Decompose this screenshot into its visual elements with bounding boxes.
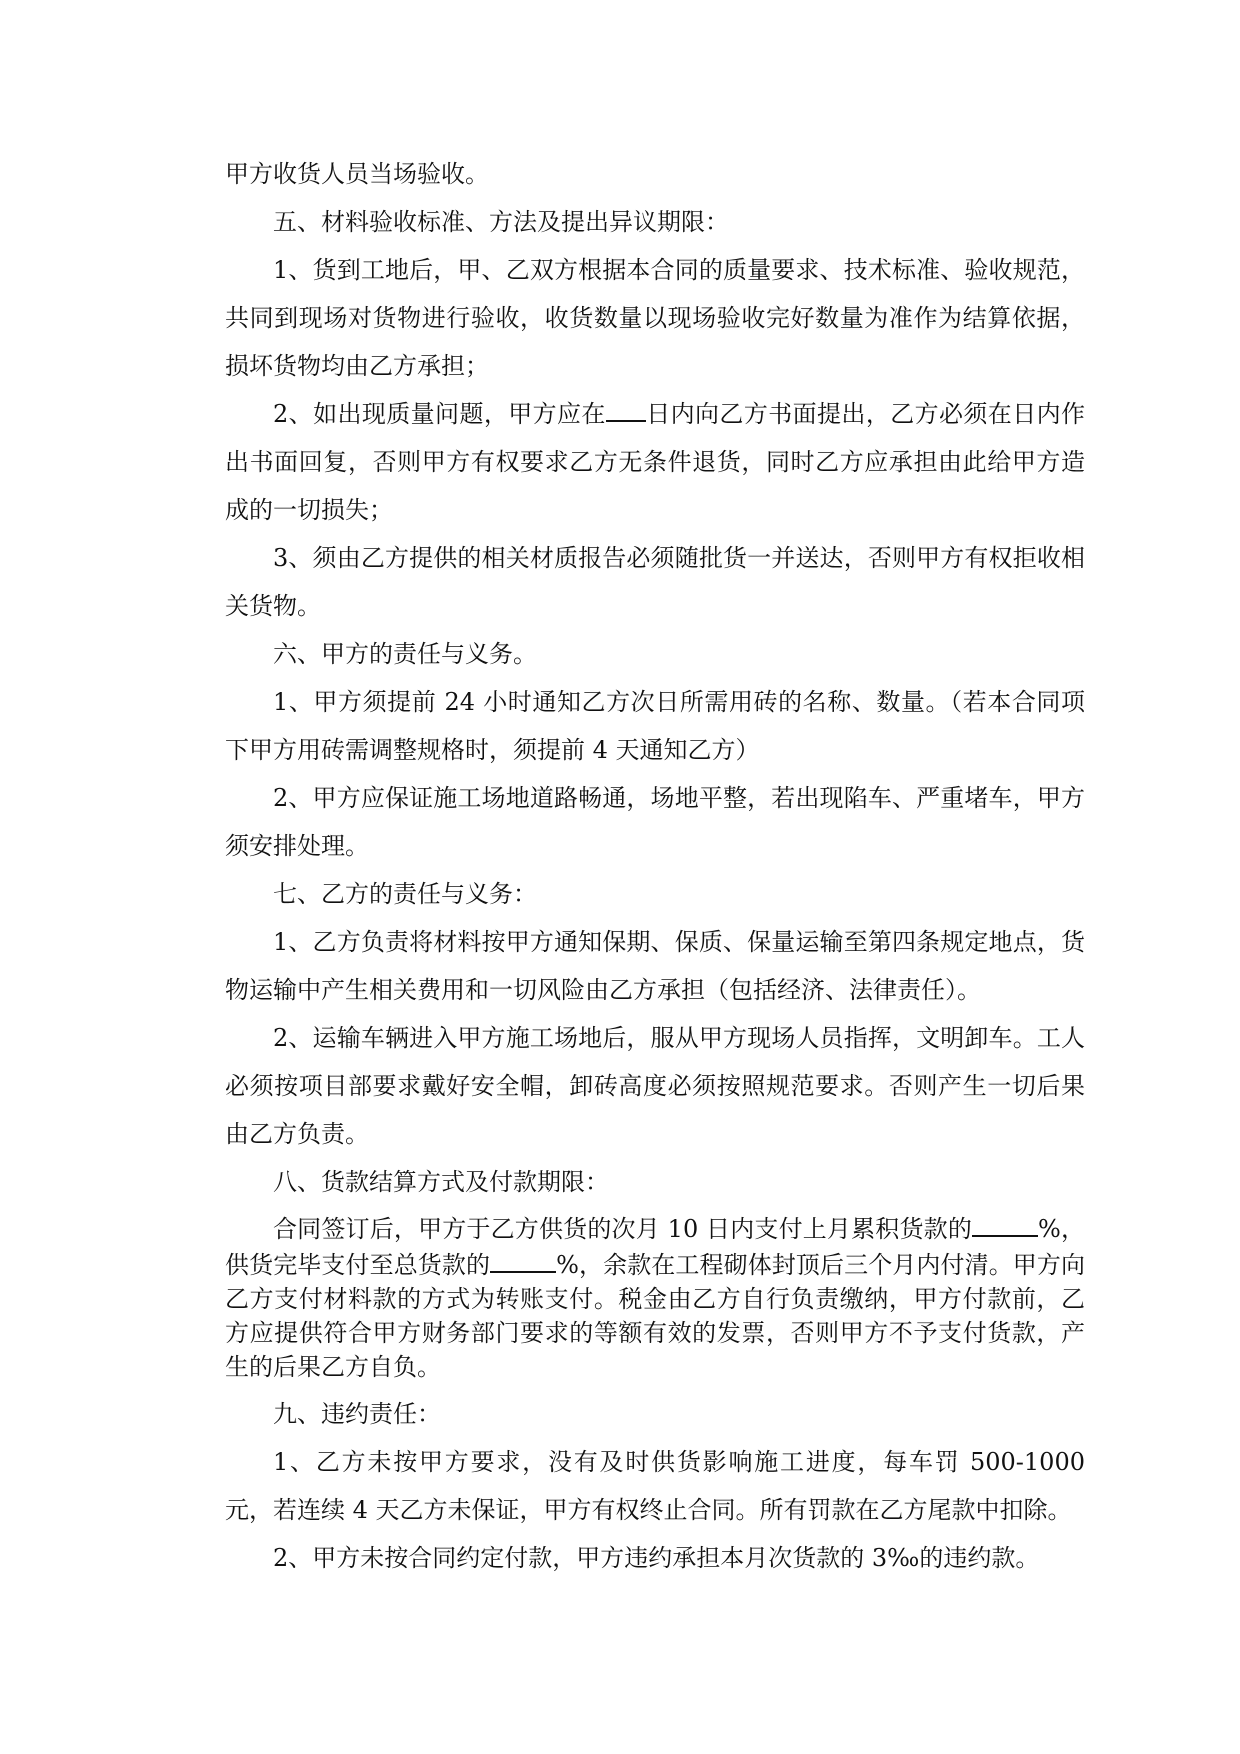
paragraph: 1、乙方负责将材料按甲方通知保期、保质、保量运输至第四条规定地点，货物运输中产生相关费用和一切风险由乙方承担（包括经济、法律责任）。 bbox=[225, 928, 1085, 1004]
paragraph: 2、甲方未按合同约定付款，甲方违约承担本月次货款的 3‰的违约款。 bbox=[273, 1544, 1040, 1573]
paragraph bbox=[225, 1206, 1085, 1390]
paragraph-text: %，余款在工程砌体封顶后三个月内付清。甲方向乙方支付材料款的方式为转账支付。税金由乙方自行负责缴纳，甲方付款前，乙方应提供符合甲方财务部门要求的等额有效的发票，否则甲方不予支付货款，产生的后果乙方自负。 bbox=[225, 1251, 1086, 1382]
section-heading: 七、乙方的责任与义务： bbox=[273, 880, 537, 908]
section-heading: 六、甲方的责任与义务。 bbox=[273, 640, 537, 668]
paragraph-text: %，供货完毕支付至总货款的 bbox=[225, 1215, 1085, 1280]
paragraph bbox=[225, 390, 1085, 534]
paragraph: 1、乙方未按甲方要求，没有及时供货影响施工进度，每车罚 500-1000 元，若连续 4 天乙方未保证，甲方有权终止合同。所有罚款在乙方尾款中扣除。 bbox=[225, 1448, 1085, 1525]
paragraph: 3、须由乙方提供的相关材质报告必须随批货一并送达，否则甲方有权拒收相关货物。 bbox=[225, 544, 1085, 620]
paragraph-text: 合同签订后，甲方于乙方供货的次月 10 日内支付上月累积货款的 bbox=[273, 1215, 973, 1244]
paragraph: 2、甲方应保证施工场地道路畅通，场地平整，若出现陷车、严重堵车，甲方须安排处理。 bbox=[225, 784, 1085, 860]
fill-in-blank bbox=[490, 1246, 556, 1273]
section-heading: 五、材料验收标准、方法及提出异议期限： bbox=[273, 208, 729, 236]
section-heading: 九、违约责任： bbox=[273, 1400, 441, 1429]
section-heading: 八、货款结算方式及付款期限： bbox=[273, 1168, 609, 1196]
paragraph: 甲方收货人员当场验收。 bbox=[225, 160, 489, 188]
fill-in-blank bbox=[606, 395, 646, 422]
paragraph-text: 2、如出现质量问题，甲方应在 bbox=[273, 400, 606, 428]
paragraph: 1、货到工地后，甲、乙双方根据本合同的质量要求、技术标准、验收规范，共同到现场对货物进行验收，收货数量以现场验收完好数量为准作为结算依据，损坏货物均由乙方承担； bbox=[225, 256, 1085, 380]
paragraph: 1、甲方须提前 24 小时通知乙方次日所需用砖的名称、数量。（若本合同项下甲方用砖需调整规格时，须提前 4 天通知乙方） bbox=[225, 688, 1085, 764]
paragraph: 2、运输车辆进入甲方施工场地后，服从甲方现场人员指挥，文明卸车。工人必须按项目部要求戴好安全帽，卸砖高度必须按照规范要求。否则产生一切后果由乙方负责。 bbox=[225, 1024, 1085, 1148]
contract-body bbox=[225, 150, 1085, 1582]
fill-in-blank bbox=[972, 1210, 1038, 1237]
paragraph-text: 日内向乙方书面提出，乙方必须在日内作出书面回复，否则甲方有权要求乙方无条件退货，同时乙方应承担由此给甲方造成的一切损失； bbox=[225, 400, 1085, 524]
